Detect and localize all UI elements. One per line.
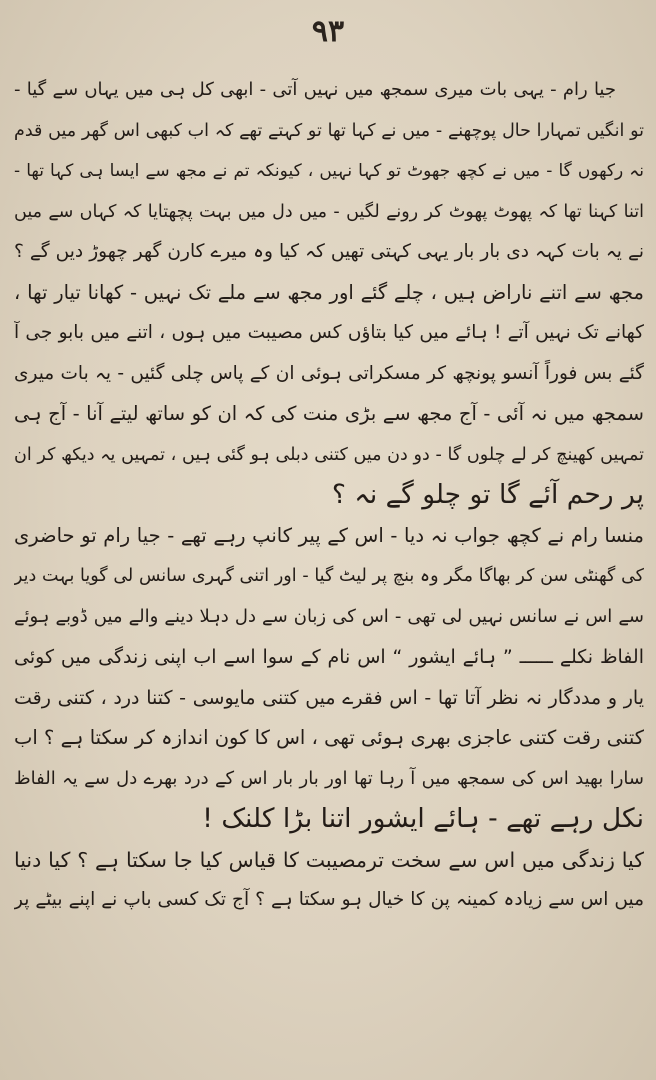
- text-line: کی گھنٹی سن کر بھاگا مگر وہ بنچ پر لیٹ گیا - اور اتنی گہری سانس لی گویا بہت دیر: [14, 566, 644, 586]
- paragraph-3: [14, 840, 644, 921]
- text-line: منسا رام نے کچھ جواب نہ دیا - اس کے پیر کانپ رہے تھے - جیا رام تو حاضری: [14, 523, 644, 547]
- text-line: سارا بھید اس کی سمجھ میں آ رہا تھا اور بار بار اس کے درد بھرے دل سے یہ الفاظ: [14, 767, 644, 789]
- page-number: ۹۳: [311, 14, 345, 49]
- text-line: جیا رام - یہی بات میری سمجھ میں نہیں آتی - ابھی کل ہی میں یہاں سے گیا -: [14, 79, 616, 100]
- text-line: اتنا کہنا تھا کہ پھوٹ پھوٹ کر رونے لگیں - میں دل میں بہت پچھتایا کہ کہاں سے میں: [14, 201, 644, 222]
- text-line: سے اس نے سانس نہیں لی تھی - اس کی زبان سے دل دہلا دینے والے میں ڈوبے ہوئے: [14, 605, 644, 627]
- text-line: نے یہ بات کہہ دی بار بار یہی کہتی تھیں کہ کیا وہ میرے کارن گھر چھوڑ دیں گے ؟: [14, 241, 644, 262]
- paragraph-2: [14, 516, 644, 840]
- text-line: مجھ سے اتنے ناراض ہیں ، چلے گئے اور مجھ سے ملے تک نہیں - کھانا تیار تھا ،: [14, 280, 644, 304]
- text-line: تمہیں کھینچ کر لے چلوں گا - دو دن میں کتنی دبلی ہو گئی ہیں ، تمہیں یہ دیکھ کر ان: [14, 444, 644, 465]
- text-line: نہ رکھوں گا - میں نے کچھ جھوٹ تو کہا نہیں ، کیونکہ تم نے مجھ سے ایسا ہی کہا تھا -: [14, 161, 644, 181]
- body-text: [14, 70, 644, 921]
- text-line: نکل رہے تھے - ہائے ایشور اتنا بڑا کلنک !: [202, 803, 644, 834]
- text-line: تو انگیں تمہارا حال پوچھنے - میں نے کہا تھا تو کہتے تھے کہ اب کبھی اس گھر میں قدم: [14, 120, 644, 141]
- text-line: پر رحم آئے گا تو چلو گے نہ ؟: [331, 479, 644, 510]
- text-line: سمجھ میں نہ آئی - آج مجھ سے بڑی منت کی کہ ان کو ساتھ لیتے آنا - آج ہی: [14, 402, 644, 425]
- text-line: کتنی رقت کتنی عاجزی بھری ہوئی تھی ، اس کا کون اندازہ کر سکتا ہے ؟ اب: [14, 726, 644, 749]
- paragraph-1: [14, 70, 644, 516]
- text-line: گئے بس فوراً آنسو پونچھ کر مسکراتی ہوئی ان کے پاس چلی گئیں - یہ بات میری: [14, 362, 644, 384]
- text-line: میں اس سے زیادہ کمینہ پن کا خیال ہو سکتا ہے ؟ آج تک کسی باپ نے اپنے بیٹے پر: [14, 889, 644, 910]
- text-line: الفاظ نکلے ــــــ ” ہائے ایشور “ اس نام کے سوا اسے اب اپنی زندگی میں کوئی: [14, 646, 644, 668]
- text-line: کیا زندگی میں اس سے سخت ترمصیبت کا قیاس کیا جا سکتا ہے ؟ کیا دنیا: [14, 847, 644, 872]
- text-line: کھانے تک نہیں آتے ! ہائے میں کیا بتاؤں کس مصیبت میں ہوں ، اتنے میں بابو جی آ: [14, 322, 644, 343]
- text-line: یار و مددگار نہ نظر آتا تھا - اس فقرے میں کتنی مایوسی - کتنا درد ، کتنی رقت: [14, 686, 644, 709]
